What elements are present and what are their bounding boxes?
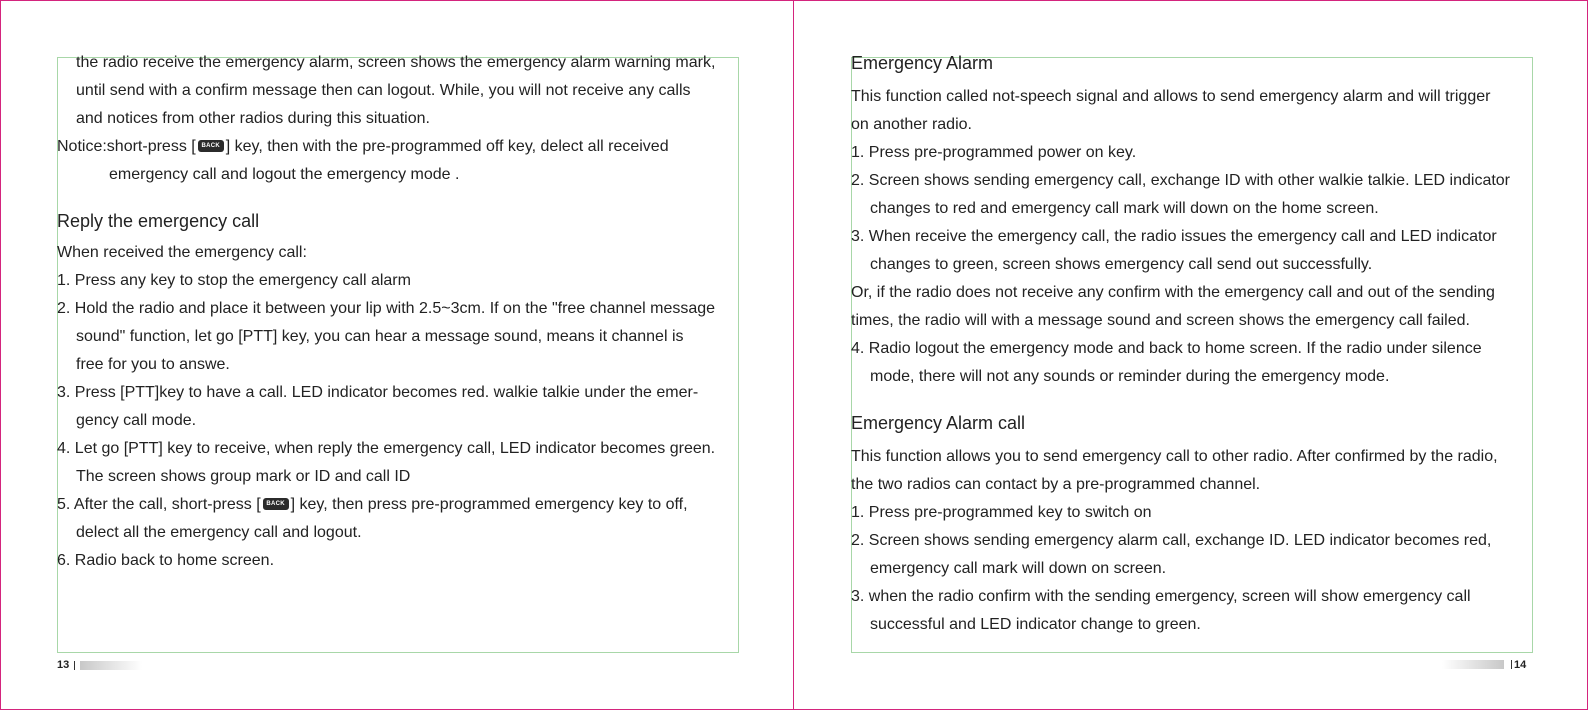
notice-continued: emergency call and logout the emergency mode . bbox=[109, 166, 460, 183]
step-item: 1. Press any key to stop the emergency call alarm bbox=[57, 272, 411, 289]
intro-text: When received the emergency call: bbox=[57, 244, 307, 261]
step-continued: gency call mode. bbox=[76, 412, 197, 429]
continued-line: and notices from other radios during this situation. bbox=[76, 110, 430, 127]
notice-text: ] key, then with the pre-programmed off key, delect all received bbox=[225, 138, 669, 155]
step-item: 2. Screen shows sending emergency alarm call, exchange ID. LED indicator becomes red, bbox=[851, 532, 1492, 549]
step-item: 1. Press pre-programmed key to switch on bbox=[851, 504, 1152, 521]
step-item: 3. When receive the emergency call, the radio issues the emergency call and LED indicator bbox=[851, 228, 1497, 245]
intro-text: the two radios can contact by a pre-programmed channel. bbox=[851, 476, 1261, 493]
step-item: 6. Radio back to home screen. bbox=[57, 552, 275, 569]
step-item: 3. Press [PTT]key to have a call. LED indicator becomes red. walkie talkie under the emer- bbox=[57, 384, 699, 401]
step-item: 5. After the call, short-press [ BACK ] key, then press pre-programmed emergency key to off, bbox=[57, 496, 688, 513]
section-heading: Emergency Alarm bbox=[851, 53, 994, 73]
continued-line: the radio receive the emergency alarm, screen shows the emergency alarm warning mark, bbox=[76, 54, 716, 71]
step-item: 4. Radio logout the emergency mode and back to home screen. If the radio under silence bbox=[851, 340, 1482, 357]
footer-gradient-bar bbox=[80, 661, 142, 670]
step-number: 3. bbox=[851, 588, 865, 605]
step-continued: free for you to answe. bbox=[76, 356, 230, 373]
step-continued: changes to green, screen shows emergency call send out successfully. bbox=[870, 256, 1373, 273]
step-continued: sound" function, let go [PTT] key, you can hear a message sound, means it channel is bbox=[76, 328, 684, 345]
step-number: 3. bbox=[851, 228, 865, 245]
page-number: 13 bbox=[57, 659, 70, 672]
right-page-footer bbox=[1440, 659, 1530, 671]
notice-label: Notice: bbox=[57, 138, 107, 155]
back-key-icon: BACK bbox=[263, 498, 289, 510]
right-page bbox=[851, 49, 1571, 639]
step-item: 4. Let go [PTT] key to receive, when reply the emergency call, LED indicator becomes green. bbox=[57, 440, 716, 457]
or-text: Or, if the radio does not receive any confirm with the emergency call and out of the sending bbox=[851, 284, 1495, 301]
section-heading: Reply the emergency call bbox=[57, 211, 260, 231]
footer-divider bbox=[74, 661, 75, 670]
step-number: 2. bbox=[851, 172, 865, 189]
step-number: 3. bbox=[57, 384, 71, 401]
intro-text: on another radio. bbox=[851, 116, 972, 133]
step-continued: successful and LED indicator change to green. bbox=[870, 616, 1201, 633]
notice-line bbox=[57, 133, 757, 161]
step-continued: delect all the emergency call and logout. bbox=[76, 524, 362, 541]
step-number: 4. bbox=[851, 340, 865, 357]
step-number: 1. bbox=[851, 144, 865, 161]
step-number: 6. bbox=[57, 552, 71, 569]
step-continued: changes to red and emergency call mark will down on the home screen. bbox=[870, 200, 1379, 217]
back-key-icon: BACK bbox=[198, 140, 224, 152]
step-item: 3. when the radio confirm with the sending emergency, screen will show emergency call bbox=[851, 588, 1471, 605]
step-number: 2. bbox=[851, 532, 865, 549]
or-text: times, the radio will with a message sound and screen shows the emergency call failed. bbox=[851, 312, 1470, 329]
step-item: 1. Press pre-programmed power on key. bbox=[851, 144, 1137, 161]
step-number: 2. bbox=[57, 300, 71, 317]
step-number: 1. bbox=[57, 272, 71, 289]
footer-divider bbox=[1511, 660, 1512, 669]
intro-text: This function called not-speech signal and allows to send emergency alarm and will trigger bbox=[851, 88, 1491, 105]
step-number: 5. bbox=[57, 496, 71, 513]
step-number: 1. bbox=[851, 504, 865, 521]
step-continued: The screen shows group mark or ID and call ID bbox=[76, 468, 411, 485]
intro-text: This function allows you to send emergency call to other radio. After confirmed by the radio, bbox=[851, 448, 1498, 465]
footer-gradient-bar bbox=[1442, 660, 1504, 669]
left-page-footer bbox=[57, 659, 142, 671]
section-heading: Emergency Alarm call bbox=[851, 413, 1026, 433]
page-spine bbox=[793, 0, 794, 710]
left-page bbox=[57, 49, 757, 575]
step-item: 2. Screen shows sending emergency call, exchange ID with other walkie talkie. LED indicator bbox=[851, 172, 1511, 189]
step-item: 2. Hold the radio and place it between your lip with 2.5~3cm. If on the "free channel message bbox=[57, 300, 716, 317]
step-continued: mode, there will not any sounds or reminder during the emergency mode. bbox=[870, 368, 1390, 385]
step-number: 4. bbox=[57, 440, 71, 457]
step-continued: emergency call mark will down on screen. bbox=[870, 560, 1167, 577]
notice-text: short-press [ bbox=[106, 138, 196, 155]
page-number: 14 bbox=[1514, 659, 1527, 671]
continued-line: until send with a confirm message then can logout. While, you will not receive any calls bbox=[76, 82, 691, 99]
